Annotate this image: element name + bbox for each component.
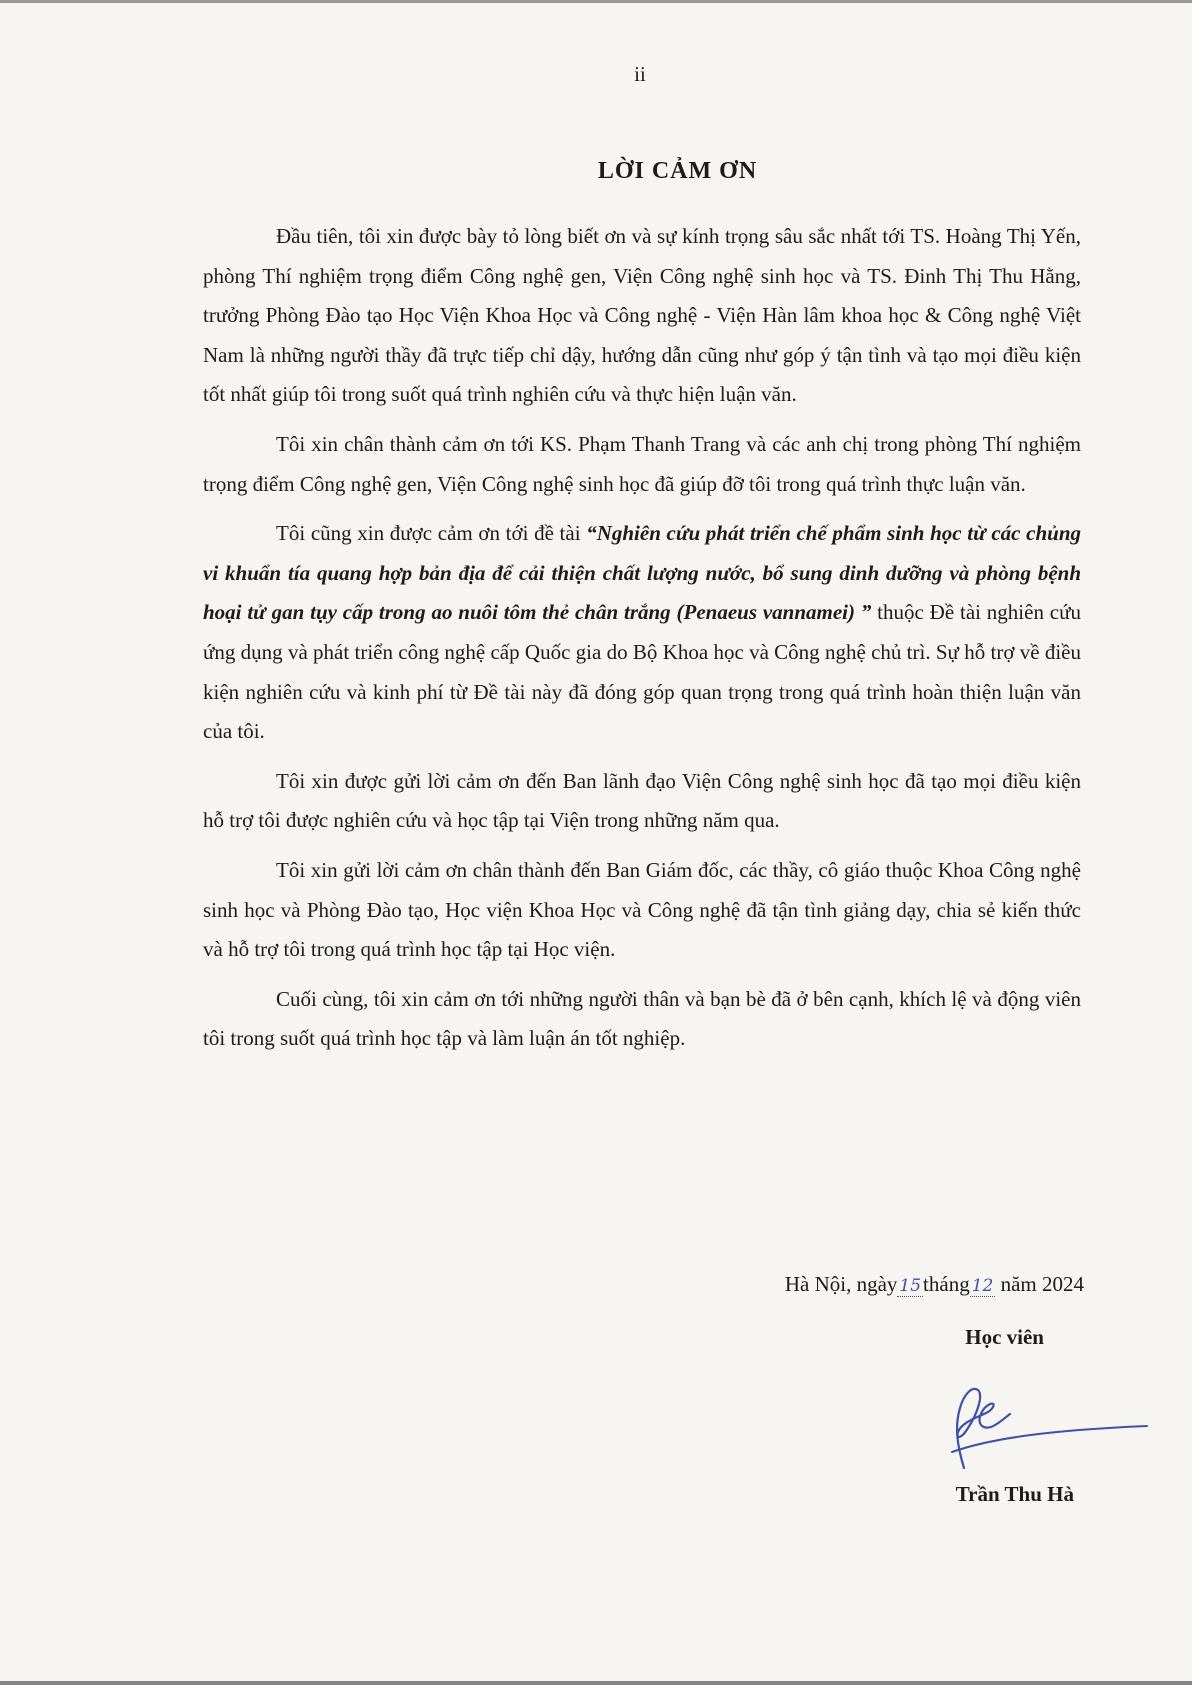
paragraph-3-intro: Tôi cũng xin được cảm ơn tới đề tài <box>276 521 587 546</box>
paragraph-3-rest: thuộc Đề tài nghiên cứu ứng dụng và phát triển công nghệ cấp Quốc gia do Bộ Khoa học và Công nghệ chủ trì. Sự hỗ trợ về điều kiện nghiên cứu và kinh phí từ Đề tài này đã đóng góp quan trọng trong quá trình hoàn thiện luận văn của tôi. <box>203 600 1081 744</box>
date-month: 12 <box>971 1276 994 1296</box>
scan-edge-top <box>0 0 1192 3</box>
signer-name: Trần Thu Hà <box>955 1482 1074 1506</box>
handwritten-signature <box>932 1368 1152 1478</box>
acknowledgement-body <box>203 217 1081 1059</box>
paragraph-1: Đầu tiên, tôi xin được bày tỏ lòng biết ơn và sự kính trọng sâu sắc nhất tới TS. Hoàng Thị Yến, phòng Thí nghiệm trọng điểm Công nghệ gen, Viện Công nghệ sinh học và TS. Đinh Thị Thu Hằng, trưởng Phòng Đào tạo Học Viện Khoa Học và Công nghệ - Viện Hàn lâm khoa học & Công nghệ Việt Nam là những người thầy đã trực tiếp chỉ dậy, hướng dẫn cũng như góp ý tận tình và tạo mọi điều kiện tốt nhất giúp tôi trong suốt quá trình nghiên cứu và thực hiện luận văn. <box>203 224 1081 407</box>
scan-edge-bottom <box>0 1681 1192 1685</box>
paragraph-3 <box>203 514 1081 752</box>
date-line <box>785 1272 1084 1297</box>
date-month-label: tháng <box>923 1272 970 1296</box>
paragraph-6: Cuối cùng, tôi xin cảm ơn tới những người thân và bạn bè đã ở bên cạnh, khích lệ và động viên tôi trong suốt quá trình học tập và làm luận án tốt nghiệp. <box>203 986 1081 1051</box>
project-title: “Nghiên cứu phát triển chế phẩm sinh học từ các chủng vi khuẩn tía quang hợp bản địa để cải thiện chất lượng nước, bổ sung dinh dưỡng và phòng bệnh hoại tử gan tụy cấp trong ao nuôi tôm thẻ chân trắng (Penaeus vannamei) ” <box>203 521 1081 625</box>
paragraph-5: Tôi xin gửi lời cảm ơn chân thành đến Ban Giám đốc, các thầy, cô giáo thuộc Khoa Công nghệ sinh học và Phòng Đào tạo, Học viện Khoa Học và Công nghệ đã tận tình giảng dạy, chia sẻ kiến thức và hỗ trợ tôi trong quá trình học tập tại Học viện. <box>203 857 1081 962</box>
page-number: ii <box>634 62 646 86</box>
page-title: LỜI CẢM ƠN <box>597 158 758 184</box>
date-day: 15 <box>899 1276 922 1296</box>
signer-title: Học viên <box>965 1325 1044 1349</box>
date-year: năm 2024 <box>1000 1272 1084 1296</box>
paragraph-4: Tôi xin được gửi lời cảm ơn đến Ban lãnh đạo Viện Công nghệ sinh học đã tạo mọi điều kiện hỗ trợ tôi được nghiên cứu và học tập tại Viện trong những năm qua. <box>203 768 1081 833</box>
date-prefix: Hà Nội, ngày <box>784 1272 898 1296</box>
paragraph-2: Tôi xin chân thành cảm ơn tới KS. Phạm Thanh Trang và các anh chị trong phòng Thí nghiệm trọng điểm Công nghệ gen, Viện Công nghệ sinh học đã giúp đỡ tôi trong quá trình thực luận văn. <box>203 431 1081 496</box>
